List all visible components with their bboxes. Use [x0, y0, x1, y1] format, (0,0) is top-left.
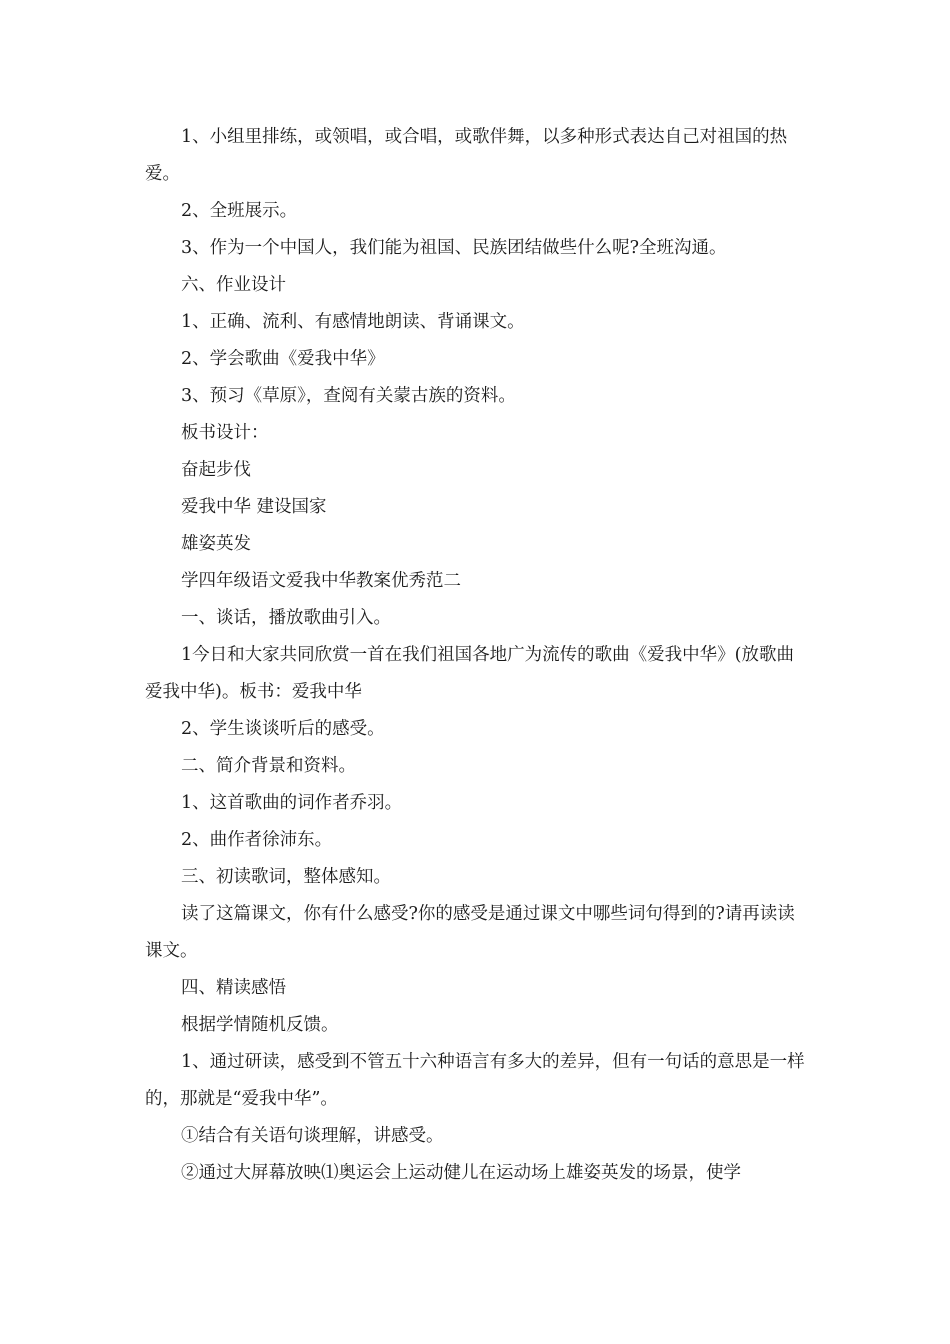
lesson-plan-title-2: 学四年级语文爱我中华教案优秀范二 [181, 571, 461, 591]
section-heading-board-design: 板书设计： [181, 423, 269, 443]
section-heading-close-reading: 四、精读感悟 [181, 978, 286, 998]
paragraph-background-2: 2、曲作者徐沛东。 [181, 830, 333, 850]
paragraph-close-reading-circled-2: ②通过大屏幕放映⑴奥运会上运动健儿在运动场上雄姿英发的场景，使学 [181, 1163, 741, 1183]
paragraph-class-discuss: 3、作为一个中国人，我们能为祖国、民族团结做些什么呢?全班沟通。 [181, 238, 727, 258]
paragraph-class-show: 2、全班展示。 [181, 201, 298, 221]
section-heading-homework: 六、作业设计 [181, 275, 286, 295]
paragraph-homework-3: 3、预习《草原》，查阅有关蒙古族的资料。 [181, 386, 516, 406]
paragraph-feedback: 根据学情随机反馈。 [181, 1015, 339, 1035]
paragraph-close-reading-1: 1、通过研读，感受到不管五十六种语言有多大的差异，但有一句话的意思是一样的，那就是“爱我中华”。 [145, 1052, 805, 1109]
paragraph-close-reading-circled-1: ①结合有关语句谈理解，讲感受。 [181, 1126, 444, 1146]
paragraph-intro-2: 2、学生谈谈听后的感受。 [181, 719, 385, 739]
paragraph-intro-1: 1今日和大家共同欣赏一首在我们祖国各地广为流传的歌曲《爱我中华》(放歌曲爱我中华)。板书：爱我中华 [145, 645, 794, 702]
board-line-2: 爱我中华 建设国家 [181, 497, 327, 517]
section-heading-intro: 一、谈话，播放歌曲引入。 [181, 608, 391, 628]
section-heading-background: 二、简介背景和资料。 [181, 756, 356, 776]
paragraph-homework-2: 2、学会歌曲《爱我中华》 [181, 349, 385, 369]
board-line-1: 奋起步伐 [181, 460, 251, 480]
paragraph-group-practice: 1、小组里排练，或领唱，或合唱，或歌伴舞，以多种形式表达自己对祖国的热爱。 [145, 127, 788, 184]
document-body [145, 119, 810, 1192]
paragraph-first-reading: 读了这篇课文，你有什么感受?你的感受是通过课文中哪些词句得到的?请再读读课文。 [145, 904, 795, 961]
board-line-3: 雄姿英发 [181, 534, 251, 554]
section-heading-first-reading: 三、初读歌词，整体感知。 [181, 867, 391, 887]
paragraph-homework-1: 1、正确、流利、有感情地朗读、背诵课文。 [181, 312, 525, 332]
paragraph-background-1: 1、这首歌曲的词作者乔羽。 [181, 793, 403, 813]
